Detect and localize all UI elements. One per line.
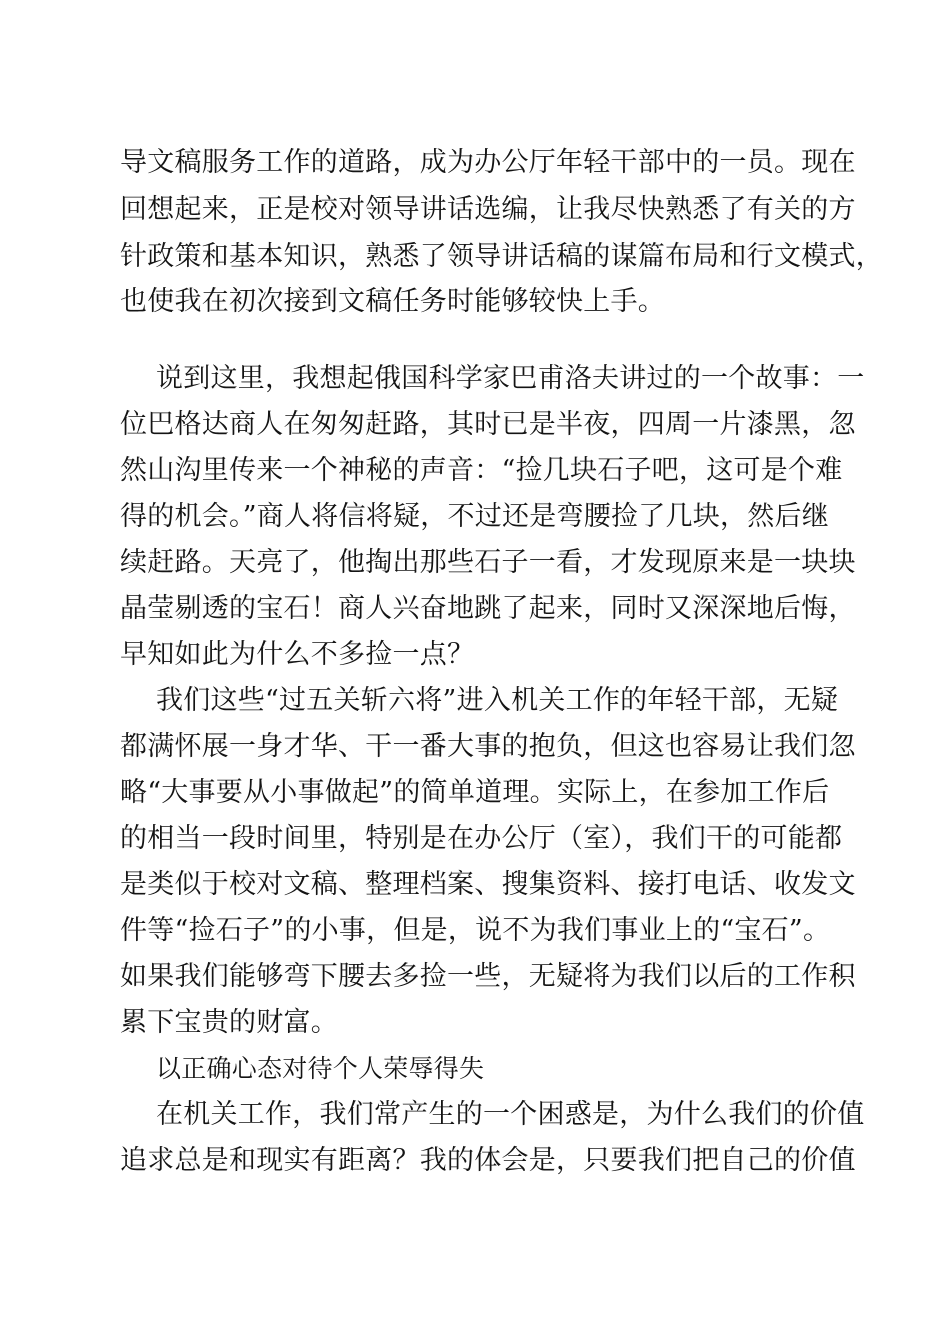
text-line: 的相当一段时间里，特别是在办公厅（室），我们干的可能都: [120, 823, 843, 854]
text-line: 早知如此为什么不多捡一点？: [120, 639, 475, 670]
text-line: 追求总是和现实有距离？我的体会是，只要我们把自己的价值: [120, 1145, 856, 1176]
text-line: 得的机会。”商人将信将疑，不过还是弯腰捡了几块，然后继: [120, 501, 830, 532]
text-line: 件等“捡石子”的小事，但是，说不为我们事业上的“宝石”。: [120, 915, 831, 946]
text-line: 然山沟里传来一个神秘的声音：“捡几块石子吧，这可是个难: [120, 455, 843, 486]
text-line: 位巴格达商人在匆匆赶路，其时已是半夜，四周一片漆黑，忽: [120, 409, 856, 440]
text-line: 针政策和基本知识，熟悉了领导讲话稿的谋篇布局和行文模式，: [120, 241, 883, 272]
text-line: 我们这些“过五关斩六将”进入机关工作的年轻干部，无疑: [156, 685, 839, 716]
text-line: 也使我在初次接到文稿任务时能够较快上手。: [120, 286, 665, 317]
text-line: 晶莹剔透的宝石！商人兴奋地跳了起来，同时又深深地后悔，: [120, 593, 856, 624]
text-line: 如果我们能够弯下腰去多捡一些，无疑将为我们以后的工作积: [120, 961, 856, 992]
text-line: 续赶路。天亮了，他掏出那些石子一看，才发现原来是一块块: [120, 547, 856, 578]
text-line: 在机关工作，我们常产生的一个困惑是，为什么我们的价值: [156, 1099, 865, 1130]
text-line: 都满怀展一身才华、干一番大事的抱负，但这也容易让我们忽: [120, 731, 856, 762]
text-line: 导文稿服务工作的道路，成为办公厅年轻干部中的一员。现在: [120, 147, 856, 178]
text-line: 说到这里，我想起俄国科学家巴甫洛夫讲过的一个故事：一: [156, 363, 865, 394]
text-line: 是类似于校对文稿、整理档案、搜集资料、接打电话、收发文: [120, 869, 856, 900]
text-line: 略“大事要从小事做起”的简单道理。实际上，在参加工作后: [120, 777, 830, 808]
text-line: 累下宝贵的财富。: [120, 1007, 338, 1038]
section-heading: 以正确心态对待个人荣辱得失: [156, 1054, 485, 1083]
text-line: 回想起来，正是校对领导讲话选编，让我尽快熟悉了有关的方: [120, 194, 856, 225]
